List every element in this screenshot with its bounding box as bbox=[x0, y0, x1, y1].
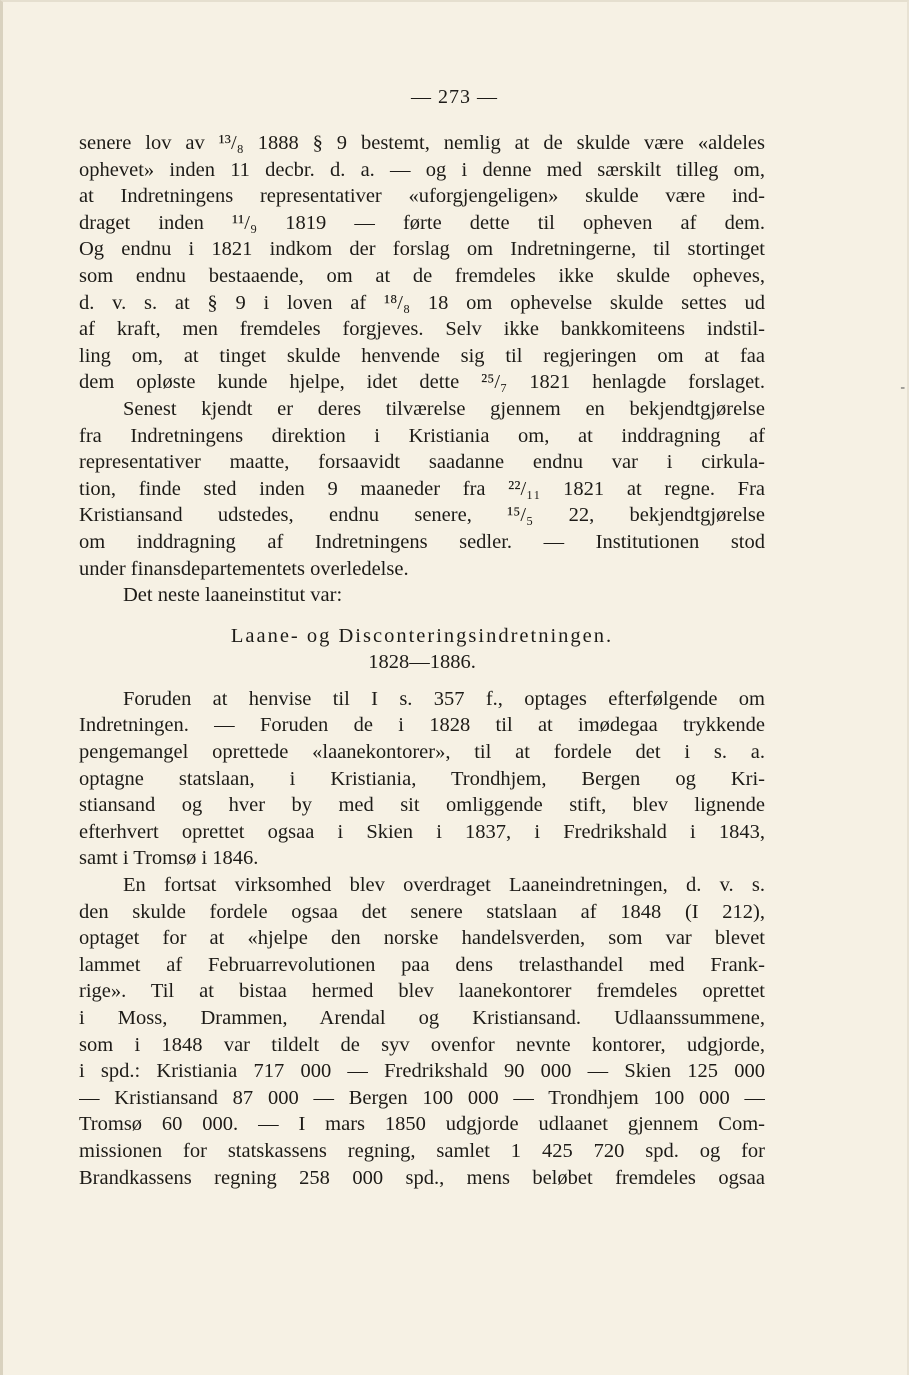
text-line: efterhvert oprettet ogsaa i Skien i 1837, i Fredrikshald i 1843, bbox=[79, 820, 765, 843]
text-line: rige». Til at bistaa hermed blev laanekontorer fremdeles oprettet bbox=[79, 980, 765, 1003]
text-line: representativer maatte, forsaavidt saadanne endnu var i cirkula- bbox=[79, 451, 765, 474]
text-line: den skulde fordele ogsaa det senere statslaan af 1848 (I 212), bbox=[79, 900, 765, 923]
text-line: dem opløste kunde hjelpe, idet dette ²⁵/₇ 1821 henlagde forslaget. bbox=[79, 371, 765, 394]
text-line: draget inden ¹¹/₉ 1819 — førte dette til opheven af dem. bbox=[79, 211, 765, 234]
text-line: optaget for at «hjelpe den norske handelsverden, som var blevet bbox=[79, 927, 765, 950]
text-line: Senest kjendt er deres tilværelse gjennem en bekjendtgjørelse bbox=[123, 397, 765, 420]
text-line: at Indretningens representativer «uforgjengeligen» skulde være ind- bbox=[79, 185, 765, 208]
text-line: i spd.: Kristiania 717 000 — Fredrikshald 90 000 — Skien 125 000 bbox=[79, 1060, 765, 1083]
text-line: tion, finde sted inden 9 maaneder fra ²²/₁₁ 1821 at regne. Fra bbox=[79, 477, 765, 500]
text-line: Kristiansand udstedes, endnu senere, ¹⁵/₅ 22, bekjendtgjørelse bbox=[79, 504, 765, 527]
section-years: 1828—1886. bbox=[368, 651, 476, 674]
text-line: d. v. s. at § 9 i loven af ¹⁸/₈ 18 om ophevelse skulde settes ud bbox=[79, 291, 765, 314]
section-heading: Laane- og Disconteringsindretningen. bbox=[230, 624, 614, 647]
text-line: Det neste laaneinstitut var: bbox=[123, 584, 343, 607]
text-line: under finansdepartementets overledelse. bbox=[79, 557, 409, 580]
text-line: ling om, at tinget skulde henvende sig til regjeringen om at faa bbox=[79, 344, 765, 367]
text-line: lammet af Februarrevolutionen paa dens trelasthandel med Frank- bbox=[79, 953, 765, 976]
margin-mark: - bbox=[900, 380, 905, 395]
body-text bbox=[79, 130, 765, 1191]
text-line: fra Indretningens direktion i Kristiania om, at inddragning af bbox=[79, 424, 765, 447]
text-line: i Moss, Drammen, Arendal og Kristiansand. Udlaanssummene, bbox=[79, 1007, 765, 1029]
text-line: Tromsø 60 000. — I mars 1850 udgjorde udlaanet gjennem Com- bbox=[79, 1113, 765, 1136]
text-line: stiansand og hver by med sit omliggende stift, blev lignende bbox=[79, 794, 765, 817]
text-line: optagne statslaan, i Kristiania, Trondhjem, Bergen og Kri- bbox=[79, 767, 765, 790]
text-line: pengemangel oprettede «laanekontorer», til at fordele det i s. a. bbox=[79, 741, 765, 764]
text-line: som i 1848 var tildelt de syv ovenfor nevnte kontorer, udgjorde, bbox=[79, 1033, 765, 1056]
text-line: Brandkassens regning 258 000 spd., mens beløbet fremdeles ogsaa bbox=[79, 1166, 765, 1189]
text-line: om inddragning af Indretningens sedler. — Institutionen stod bbox=[79, 530, 765, 553]
text-line: ophevet» inden 11 decbr. d. a. — og i denne med særskilt tilleg om, bbox=[79, 158, 765, 181]
text-line: Og endnu i 1821 indkom der forslag om Indretningerne, til stortinget bbox=[79, 238, 765, 261]
text-line: missionen for statskassens regning, samlet 1 425 720 spd. og for bbox=[79, 1139, 765, 1162]
text-line: samt i Tromsø i 1846. bbox=[79, 847, 259, 870]
text-line: af kraft, men fremdeles forgjeves. Selv ikke bankkomiteens indstil- bbox=[79, 318, 765, 341]
page-number: — 273 — bbox=[411, 86, 498, 108]
text-line: Indretningen. — Foruden de i 1828 til at imødegaa trykkende bbox=[79, 714, 765, 737]
text-line: En fortsat virksomhed blev overdraget Laaneindretningen, d. v. s. bbox=[123, 874, 765, 897]
text-line: — Kristiansand 87 000 — Bergen 100 000 — Trondhjem 100 000 — bbox=[79, 1086, 765, 1109]
text-line: Foruden at henvise til I s. 357 f., optages efterfølgende om bbox=[123, 687, 765, 710]
text-line: senere lov av ¹³/₈ 1888 § 9 bestemt, nemlig at de skulde være «aldeles bbox=[79, 132, 765, 154]
text-line: som endnu bestaaende, om at de fremdeles ikke skulde opheves, bbox=[79, 264, 765, 287]
